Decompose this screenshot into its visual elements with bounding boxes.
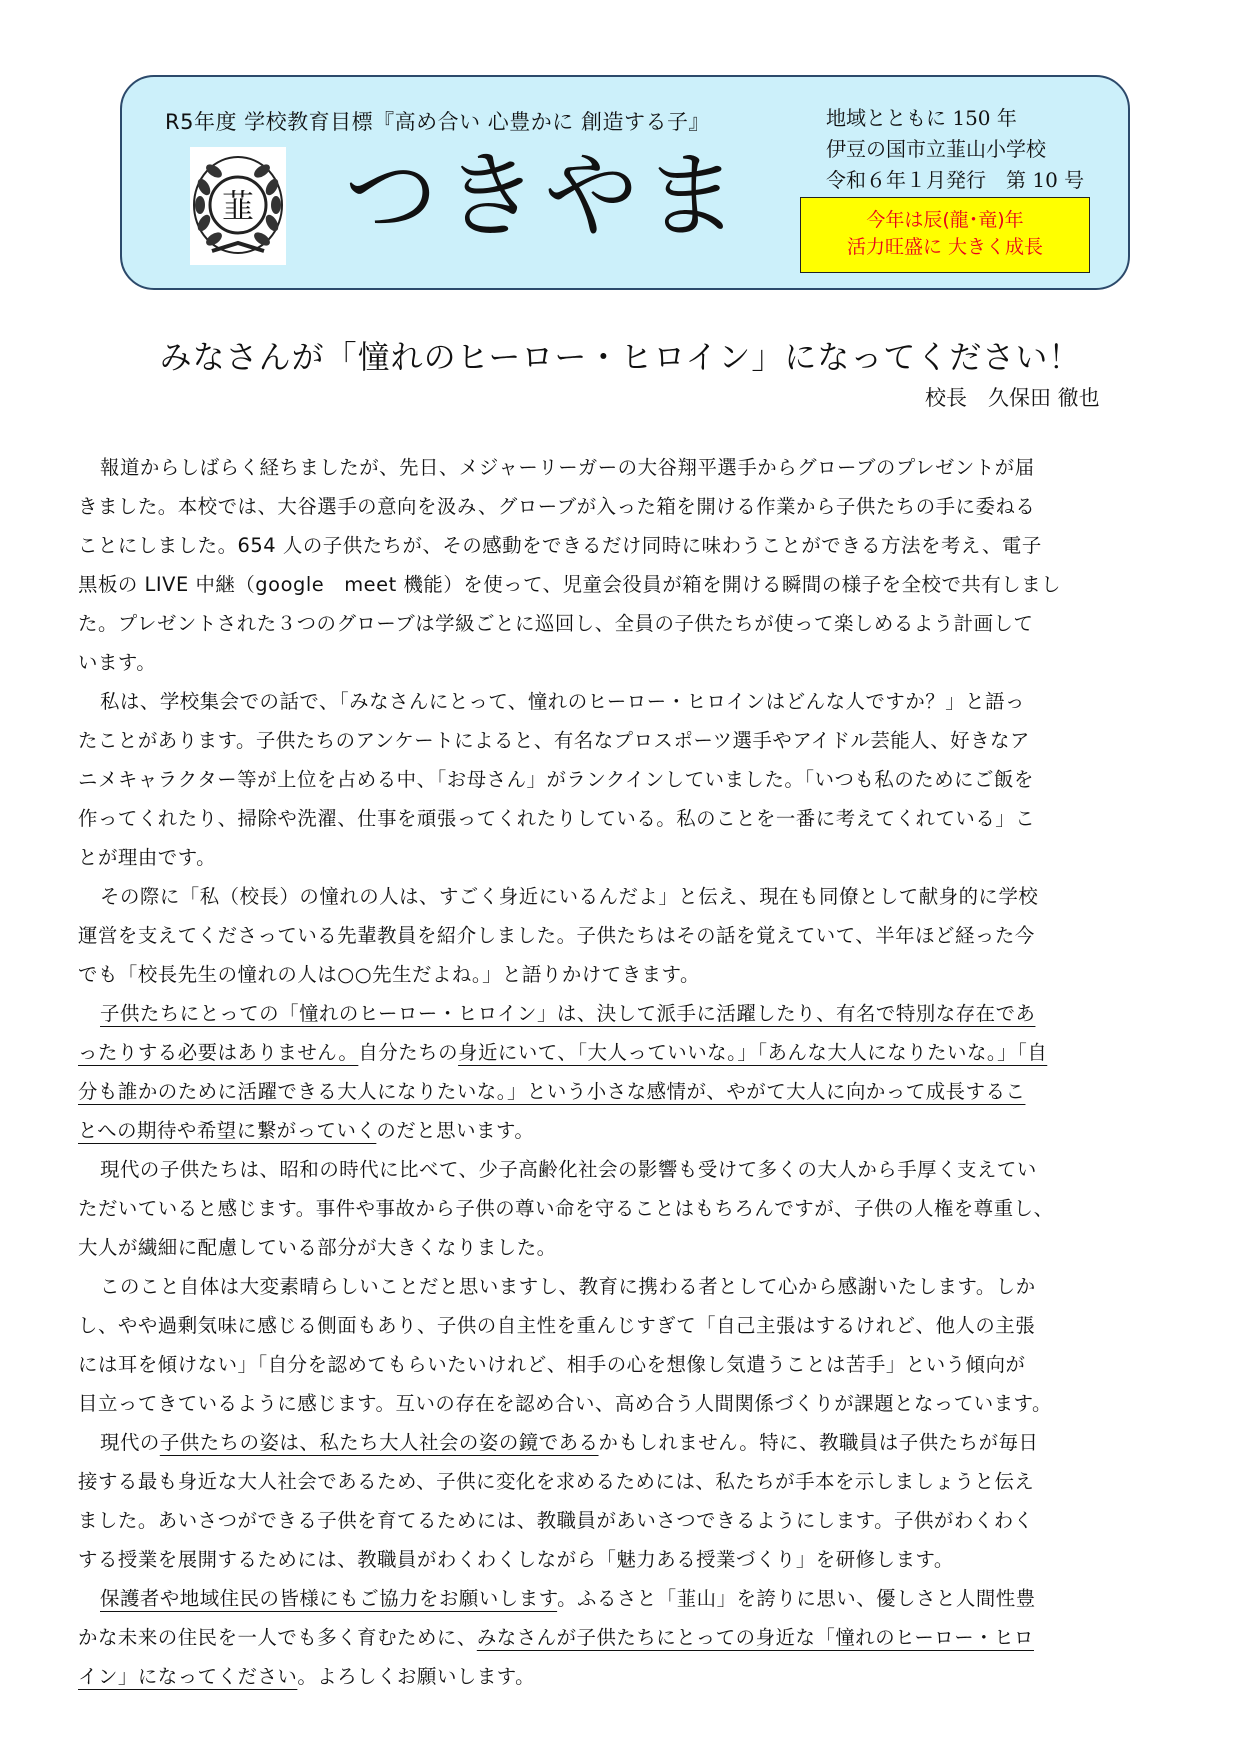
notice-line-2: 活力旺盛に 大きく成長 (846, 236, 1044, 258)
article-line (78, 1384, 1160, 1423)
text-segment: た。プレゼントされた３つのグローブは学級ごとに巡回し、全員の子供たちが使って楽しめるよう計画して (78, 612, 1034, 635)
text-segment: 接する最も身近な大人社会であるため、子供に変化を求めるためには、私たちが手本を示しましょうと伝え (78, 1470, 1035, 1493)
text-segment: ことにしました。654 人の子供たちが、その感動をできるだけ同時に味わうことができる方法を考え、電子 (78, 534, 1042, 557)
underlined-text: 身近にいて、「大人っていいな。」「あんな大人になりたいな。」「自 (458, 1041, 1048, 1064)
article-line (78, 1267, 1160, 1306)
text-segment: 目立ってきているように感じます。互いの存在を認め合い、高め合う人間関係づくりが課題となっています。 (78, 1392, 1052, 1415)
article-line (78, 1345, 1160, 1384)
article-line (78, 1150, 1160, 1189)
text-segment: 大人が繊細に配慮している部分が大きくなりました。 (78, 1236, 557, 1259)
article-line (78, 916, 1160, 955)
text-segment: でも「校長先生の憧れの人は○○先生だよね。」と語りかけてきます。 (78, 963, 700, 986)
article-line (78, 1618, 1160, 1657)
underlined-text: 分も誰かのために活躍できる大人になりたいな。」という小さな感情が、やがて大人に向かって成長するこ (78, 1080, 1026, 1103)
text-segment: かな未来の住民を一人でも多く育むために、 (78, 1626, 477, 1649)
article-body (78, 448, 1160, 1696)
text-segment: その際に「私（校長）の憧れの人は、すごく身近にいるんだよ」と伝え、現在も同僚として献身的に学校 (100, 885, 1039, 908)
underlined-text: 子供たちにとっての「憧れのヒーロー・ヒロイン」は、決して派手に活躍したり、有名で特別な存在であ (100, 1002, 1036, 1025)
info-line-3: 令和６年１月発行 第 10 号 (826, 168, 1085, 192)
text-segment: このこと自体は大変素晴らしいことだと思いますし、教育に携わる者として心から感謝いたします。しか (100, 1275, 1036, 1298)
article-line (78, 1579, 1160, 1618)
article-line (78, 1540, 1160, 1579)
text-segment: 黒板の LIVE 中継（google meet 機能）を使って、児童会役員が箱を開ける瞬間の様子を全校で共有しまし (78, 573, 1062, 596)
text-segment: かもしれません。特に、教職員は子供たちが毎日 (598, 1431, 1039, 1454)
article-line (78, 721, 1160, 760)
underlined-text: とへの期待や希望に繋がっていく (78, 1119, 377, 1142)
article-line (78, 955, 1160, 994)
text-segment: 。よろしくお願いします。 (297, 1665, 536, 1688)
school-motto: R5年度 学校教育目標『高め合い 心豊かに 創造する子』 (165, 110, 710, 134)
text-segment: し、やや過剰気味に感じる側面もあり、子供の自主性を重んじすぎて「自己主張はするけれど、他人の主張 (78, 1314, 1036, 1337)
article-line (78, 994, 1160, 1033)
text-segment: には耳を傾けない」「自分を認めてもらいたいけれど、相手の心を想像し気遣うことは苦手」という傾向が (78, 1353, 1026, 1376)
emblem-character: 韮 (221, 187, 255, 225)
article-line (78, 1072, 1160, 1111)
underlined-text: 保護者や地域住民の皆様にもご協力をお願いします (100, 1587, 558, 1610)
info-line-1: 地域とともに 150 年 (826, 106, 1017, 130)
text-segment: 報道からしばらく経ちましたが、先日、メジャーリーガーの大谷翔平選手からグローブのプレゼントが届 (100, 456, 1035, 479)
article-line (78, 1657, 1160, 1696)
article-line (78, 1501, 1160, 1540)
article-line (78, 526, 1160, 565)
text-segment: のだと思います。 (376, 1119, 535, 1142)
article-line (78, 799, 1160, 838)
info-line-2: 伊豆の国市立韮山小学校 (826, 137, 1046, 161)
underlined-text: イン」になってください (78, 1665, 298, 1688)
text-segment: 現代の子供たちは、昭和の時代に比べて、少子高齢化社会の影響も受けて多くの大人から手厚く支えてい (100, 1158, 1037, 1181)
text-segment: たことがあります。子供たちのアンケートによると、有名なプロスポーツ選手やアイドル芸能人、好きなア (78, 729, 1030, 752)
text-segment: ました。あいさつができる子供を育てるためには、教職員があいさつできるようにします。子供がわくわく (78, 1509, 1034, 1532)
article-line (78, 565, 1160, 604)
article-line (78, 604, 1160, 643)
text-segment: 自分たちの (358, 1041, 459, 1064)
article-headline: みなさんが「憧れのヒーロー・ヒロイン」になってください！ (159, 338, 1082, 376)
article-line (78, 760, 1160, 799)
text-segment: 。ふるさと「韮山」を誇りに思い、優しさと人間性豊 (557, 1587, 1036, 1610)
newsletter-title: つきやま (344, 142, 745, 251)
text-segment: います。 (78, 651, 157, 674)
text-segment: ニメキャラクター等が上位を占める中、「お母さん」がランクインしていました。「いつも私のためにご飯を (78, 768, 1034, 791)
text-segment: 私は、学校集会での話で、「みなさんにとって、憧れのヒーロー・ヒロインはどんな人ですか？」と語っ (100, 690, 1025, 713)
article-line (78, 682, 1160, 721)
text-segment: 作ってくれたり、掃除や洗濯、仕事を頑張ってくれたりしている。私のことを一番に考えてくれている」こ (78, 807, 1036, 830)
notice-line-1: 今年は辰(龍･竜)年 (866, 209, 1024, 231)
article-line (78, 1423, 1160, 1462)
text-segment: とが理由です。 (78, 846, 217, 869)
text-segment: する授業を展開するためには、教職員がわくわくしながら「魅力ある授業づくり」を研修します。 (78, 1548, 954, 1571)
text-segment: ただいていると感じます。事件や事故から子供の尊い命を守ることはもちろんですが、子供の人権を尊重し、 (78, 1197, 1054, 1220)
article-line (78, 448, 1160, 487)
article-author: 校長 久保田 徹也 (925, 386, 1100, 410)
school-info (826, 103, 1084, 196)
new-year-notice (800, 197, 1090, 273)
article-line (78, 643, 1160, 682)
underlined-text: みなさんが子供たちにとっての身近な「憧れのヒーロー・ヒロ (476, 1626, 1034, 1649)
article-line (78, 877, 1160, 916)
underlined-text: ったりする必要はありません。 (78, 1041, 359, 1064)
article-line (78, 487, 1160, 526)
text-segment: きました。本校では、大谷選手の意向を汲み、グローブが入った箱を開ける作業から子供たちの手に委ねる (78, 495, 1036, 518)
underlined-text: 子供たちの姿は、私たち大人社会の姿の鏡である (159, 1431, 599, 1454)
text-segment: 運営を支えてくださっている先輩教員を紹介しました。子供たちはその話を覚えていて、半年ほど経った今 (78, 924, 1035, 947)
article-line (78, 1033, 1160, 1072)
article-line (78, 1111, 1160, 1150)
school-emblem-icon (190, 147, 286, 265)
article-line (78, 838, 1160, 877)
text-segment: 現代の (100, 1431, 160, 1454)
article-line (78, 1462, 1160, 1501)
article-line (78, 1189, 1160, 1228)
article-line (78, 1228, 1160, 1267)
article-line (78, 1306, 1160, 1345)
